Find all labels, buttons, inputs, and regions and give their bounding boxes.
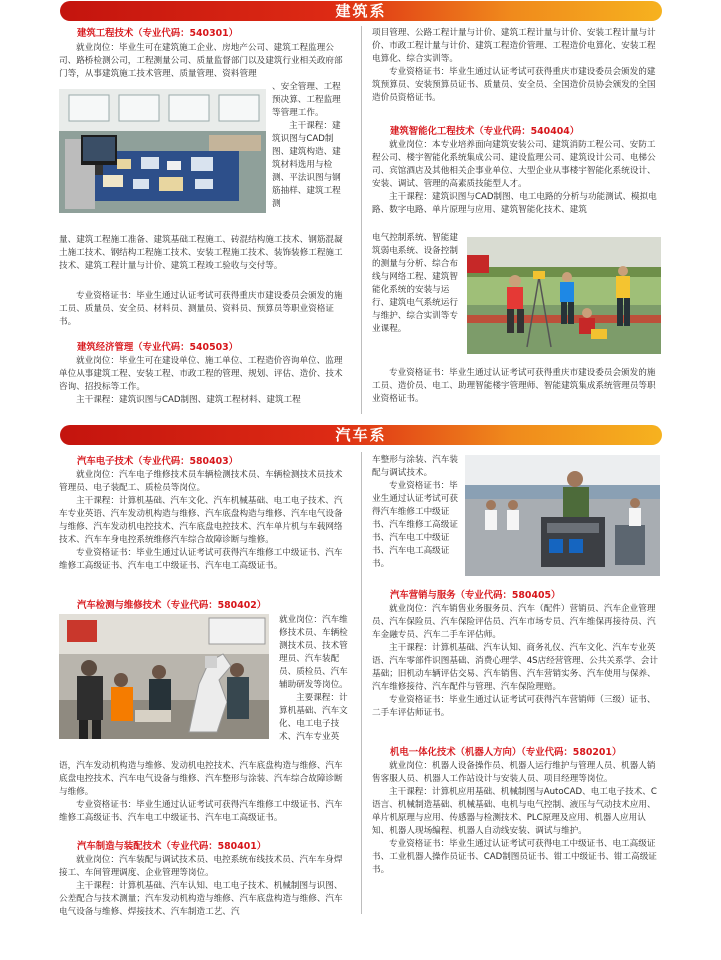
mechatronics-text: 就业岗位：机器人设备操作员、机器人运行维护与管理人员、机器人销售客服人员、机器人工作站设计与安装人员、项目经理等岗位。 主干课程：计算机应用基础、机械制图与AutoCAD、电工电子技术、C语言、机械制造基础、机械基础、电机与电气控制、液压与气动技术应用、单片机原理与应用、传感器与检测技术、PLC原理及应用、机器人应用认知、机器人现场编程、机器人自动线安装、调试与维护。 专业资格证书：毕业生通过认证考试可获得电工中级证书、电工高级证书、工业机器人操作员证书、CAD制图员证书、钳工中级证书、钳工高级证书。 [372, 761, 657, 875]
economics-course-continued: 项目管理、公路工程计量与计价、建筑工程计量与计价、安装工程计量与计价、市政工程计量与计价、建筑工程造价管理、工程造价电算化、安装工程电算化、综合实训等。 专业资格证书：毕业生通过认证考试可获得重庆市建设委员会颁发的建筑预算员、安装预算员证书、质量员、安全员、全国造价员协会颁发的全国造价员资格证书。 [372, 28, 656, 103]
economics-job-and-course: 就业岗位：毕业生可在建设单位、施工单位、工程造价咨询单位、监理单位从事建筑工程、安装工程、市政工程的管理、规划、评估、造价、技术咨询、招投标等工作。 主干课程：建筑识图与CAD制图、建筑工程材料、建筑工程 [59, 356, 343, 405]
major-title-auto-marketing: 汽车营销与服务（专业代码：580405） [390, 590, 561, 601]
major-title-construction-economics: 建筑经济管理（专业代码：540503） [77, 342, 239, 353]
auto-manufacturing-text: 就业岗位：汽车装配与调试技术员、电控系统布线技术员、汽车车身焊接工、车间管理调度、企业管理等岗位。 主干课程：计算机基础、汽车认知、电工电子技术、机械制图与识图、公差配合与技术测量；汽车发动机构造与维修、汽车底盘构造与维修、汽车电气设备与维修、焊接技术、汽车制造工艺、汽 [59, 855, 343, 917]
auto-inspection-side-text: 就业岗位：汽车维修技术员、车辆检测技术员、技术管理员、汽车装配员、质检员、汽车辅助研发等岗位。 主要课程：计算机基础、汽车文化、电工电子技术、汽车专业英 [279, 615, 348, 742]
section-band-architecture [60, 1, 662, 21]
auto-manufacturing-side-text: 车整形与涂装、汽车装配与调试技术。 专业资格证书：毕业生通过认证考试可获得汽车维修工中级证书、汽车维修工高级证书、汽车电工中级证书、汽车电工高级证书。 [372, 455, 458, 569]
photo-engine-assembly [465, 455, 660, 576]
major-title-auto-inspection: 汽车检测与维修技术（专业代码：580402） [77, 600, 267, 611]
photo-construction-training-room [59, 89, 266, 213]
construction-job-text: 就业岗位：毕业生可在建筑施工企业、房地产公司、建筑工程监理公司、路桥检测公司，工程测量公司、质量监督部门以及建筑行业相关政府部门等，从事建筑施工技术管理、质量管理、资料管理 [59, 43, 343, 79]
section-title-automotive: 汽车系 [335, 426, 387, 444]
intelligence-cert-text: 专业资格证书：毕业生通过认证考试可获得重庆市建设委员会颁发的施工员、造价员、电工、助理智能楼宇管理师、智能建筑集成系统管理员等职业资格证书。 [372, 368, 656, 404]
major-title-auto-manufacturing: 汽车制造与装配技术（专业代码：580401） [77, 841, 267, 852]
column-divider [361, 452, 362, 914]
auto-inspection-course-continued: 语，汽车发动机构造与维修、发动机电控技术、汽车底盘构造与维修、汽车底盘电控技术、汽车电气设备与维修、汽车整形与涂装、汽车综合故障诊断与维修。 专业资格证书：毕业生通过认证考试可获得汽车维修工中级证书、汽车维修工高级证书、汽车电工中级证书、汽车电工高级证书。 [59, 761, 343, 823]
construction-side-text: 、安全管理、工程预决算、工程监理等管理工作。 主干课程：建筑识图与CAD制图、建筑构造、建筑材料选用与检测、平法识图与钢筋抽样、建筑工程测 [272, 82, 341, 209]
intelligence-side-text: 电气控制系统、智能建筑弱电系统、设备控制的测量与分析、综合布线与网络工程、建筑智能化系统的安装与运行、建筑电气系统运行与维护、综合实训等专业课程。 [372, 233, 458, 334]
major-title-mechatronics-robotics: 机电一体化技术（机器人方向）（专业代码：580201） [390, 747, 622, 758]
major-title-construction-engineering: 建筑工程技术（专业代码：540301） [77, 28, 239, 39]
column-divider [361, 26, 362, 414]
intelligence-job-course: 就业岗位：本专业培养面向建筑安装公司、建筑消防工程公司、安防工程公司、楼宇智能化系统集成公司、建设监理公司、建筑设计公司、电梯公司、宾馆酒店及其他相关企事业单位、大型企业从事楼宇智能化系统设计、安装、调试、管理的高素质技能型人才。 主干课程：建筑识图与CAD制图、电工电路的分析与功能测试、模拟电路、数字电路、单片原理与应用、建筑智能化技术、建筑 [372, 140, 657, 215]
auto-marketing-text: 就业岗位：汽车销售业务服务员、汽车（配件）营销员、汽车企业管理员、汽车保险员、汽车保险评估员、汽车市场专员、汽车维保再接待员、汽车金融专员、汽车二手车评估师。 主干课程：计算机基础、汽车认知、商务礼仪、汽车文化、汽车专业英语、汽车零部件识图基础、消费心理学、4S店经营管理、公共关系学、会计基础；旧机动车辆评估交易、汽车销售、汽车营销实务、汽车使用与保养、汽车维修接待、汽车配件与管理、汽车保险理赔。 专业资格证书：毕业生通过认证考试可获得汽车营销师（三级）证书、二手车评估师证书。 [372, 604, 658, 718]
section-title-architecture: 建筑系 [335, 2, 387, 20]
construction-course-continued: 量、建筑工程施工准备、建筑基础工程施工、砖混结构施工技术、钢筋混凝土施工技术、钢结构工程施工技术、安装工程施工技术、装饰装修工程施工技术、建筑工程计量与计价、建筑工程竣工验收与交付等。 [59, 235, 343, 271]
photo-surveying-practice [467, 237, 661, 354]
auto-electronics-text: 就业岗位：汽车电子维修技术员车辆检测技术员、车辆检测技术员技术管理员、电子装配工、质检员等岗位。 主干课程：计算机基础、汽车文化、汽车机械基础、电工电子技术、汽车专业英语、汽车发动机构造与维修、汽车底盘构造与维修、汽车电气设备与维修、汽车发动机电控技术、汽车底盘电控技术、汽车单片机与车载网络技术、汽车车身电控系统维修汽车综合故障诊断与维修。 专业资格证书：毕业生通过认证考试可获得汽车维修工中级证书、汽车维修工高级证书、汽车电工中级证书、汽车电工高级证书。 [59, 470, 343, 571]
major-title-building-intelligence: 建筑智能化工程技术（专业代码：540404） [390, 126, 580, 137]
major-title-auto-electronics: 汽车电子技术（专业代码：580403） [77, 456, 239, 467]
photo-auto-inspection-workshop [59, 614, 269, 739]
section-band-automotive [60, 425, 662, 445]
construction-cert-text: 专业资格证书：毕业生通过认证考试可获得重庆市建设委员会颁发的施工员、质量员、安全员、材料员、测量员、资料员、预算员等职业资格证书。 [59, 291, 343, 327]
